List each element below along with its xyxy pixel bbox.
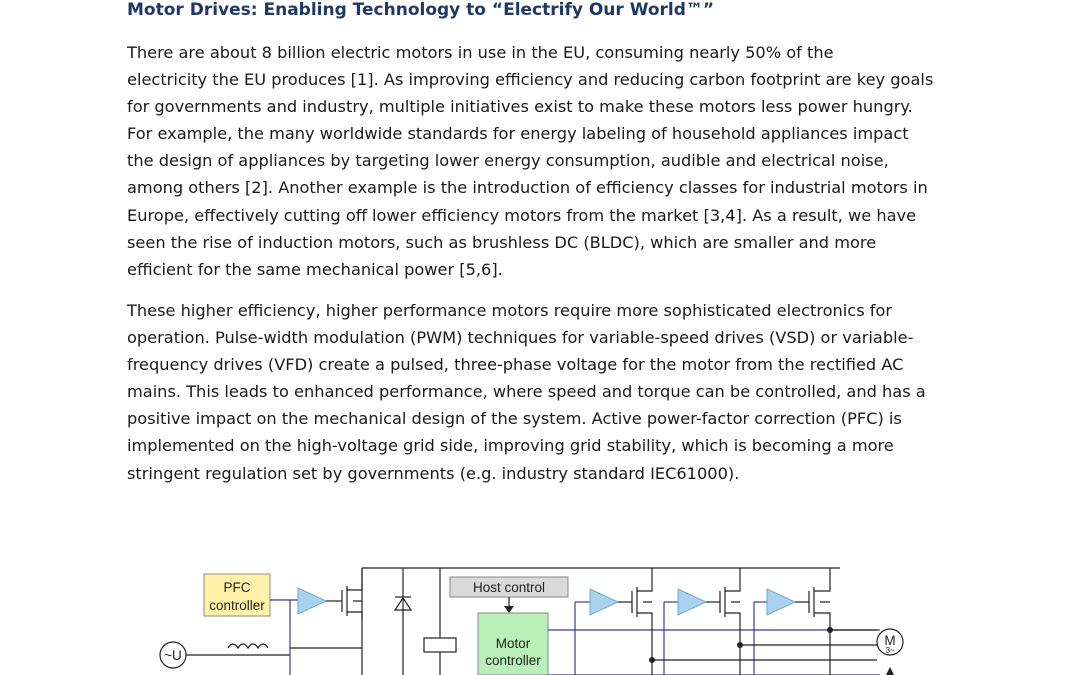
paragraph-motors-efficiency bbox=[127, 39, 957, 283]
inverter-buffer-icon bbox=[767, 589, 795, 615]
inverter-mosfet-icon bbox=[795, 568, 830, 675]
paragraph-line: These higher efficiency, higher performance motors require more sophisticated electronics for bbox=[127, 301, 893, 320]
paragraph-line: electricity the EU produces [1]. As improving efficiency and reducing carbon footprint are key goals bbox=[127, 70, 934, 90]
paragraph-line: mains. This leads to enhanced performance, where speed and torque can be controlled, and has a bbox=[127, 382, 926, 402]
paragraph-line: Europe, effectively cutting off lower efficiency motors from the market [3,4]. As a result, we have bbox=[127, 205, 917, 225]
motor-controller-line1: Motor bbox=[495, 636, 531, 651]
motor-sub-label: 3~ bbox=[885, 646, 895, 655]
paragraph-line: frequency drives (VFD) create a pulsed, three-phase voltage for the motor from the rectified AC bbox=[127, 355, 904, 375]
motor-label: M bbox=[884, 633, 896, 648]
inverter-buffer-icon bbox=[678, 589, 706, 615]
motor-controller-line2: controller bbox=[485, 653, 541, 668]
motor-drive-diagram bbox=[150, 560, 910, 675]
paragraph-line: There are about 8 billion electric motors in use in the EU, consuming nearly 50% of the bbox=[127, 43, 834, 62]
host-control-label: Host control bbox=[472, 580, 546, 595]
pfc-label-line1: PFC bbox=[223, 580, 251, 595]
inverter-mosfet-icon bbox=[706, 568, 740, 675]
paragraph-line: for governments and industry, multiple initiatives exist to make these motors less power hungry. bbox=[127, 97, 913, 117]
section-heading: Motor Drives: Enabling Technology to “Electrify Our World™” bbox=[127, 0, 715, 20]
ac-source-label: ~U bbox=[164, 648, 182, 663]
paragraph-line: the design of appliances by targeting lower energy consumption, audible and electrical noise, bbox=[127, 151, 889, 171]
paragraph-line: implemented on the high-voltage grid side, improving grid stability, which is becoming a more bbox=[127, 436, 894, 456]
inductor-icon bbox=[228, 644, 268, 648]
paragraph-line: positive impact on the mechanical design of the system. Active power-factor correction (PFC) is bbox=[127, 409, 902, 429]
paragraph-electronics bbox=[127, 297, 957, 487]
pfc-label-line2: controller bbox=[209, 598, 265, 613]
pfc-mosfet-icon bbox=[342, 568, 362, 620]
paragraph-line: stringent regulation set by governments (e.g. industry standard IEC61000). bbox=[127, 463, 740, 483]
inverter-buffer-icon bbox=[590, 589, 618, 615]
pfc-buffer-icon bbox=[298, 588, 326, 614]
paragraph-line: For example, the many worldwide standards for energy labeling of household appliances impact bbox=[127, 124, 909, 144]
inverter-mosfet-icon bbox=[618, 568, 652, 675]
capacitor-icon bbox=[424, 638, 456, 652]
paragraph-line: seen the rise of induction motors, such as brushless DC (BLDC), which are smaller and more bbox=[127, 232, 877, 252]
paragraph-line: among others [2]. Another example is the introduction of efficiency classes for industrial motors in bbox=[127, 178, 928, 198]
paragraph-line: efficient for the same mechanical power [5,6]. bbox=[127, 259, 503, 279]
paragraph-line: operation. Pulse-width modulation (PWM) techniques for variable-speed drives (VSD) or variable- bbox=[127, 328, 914, 348]
